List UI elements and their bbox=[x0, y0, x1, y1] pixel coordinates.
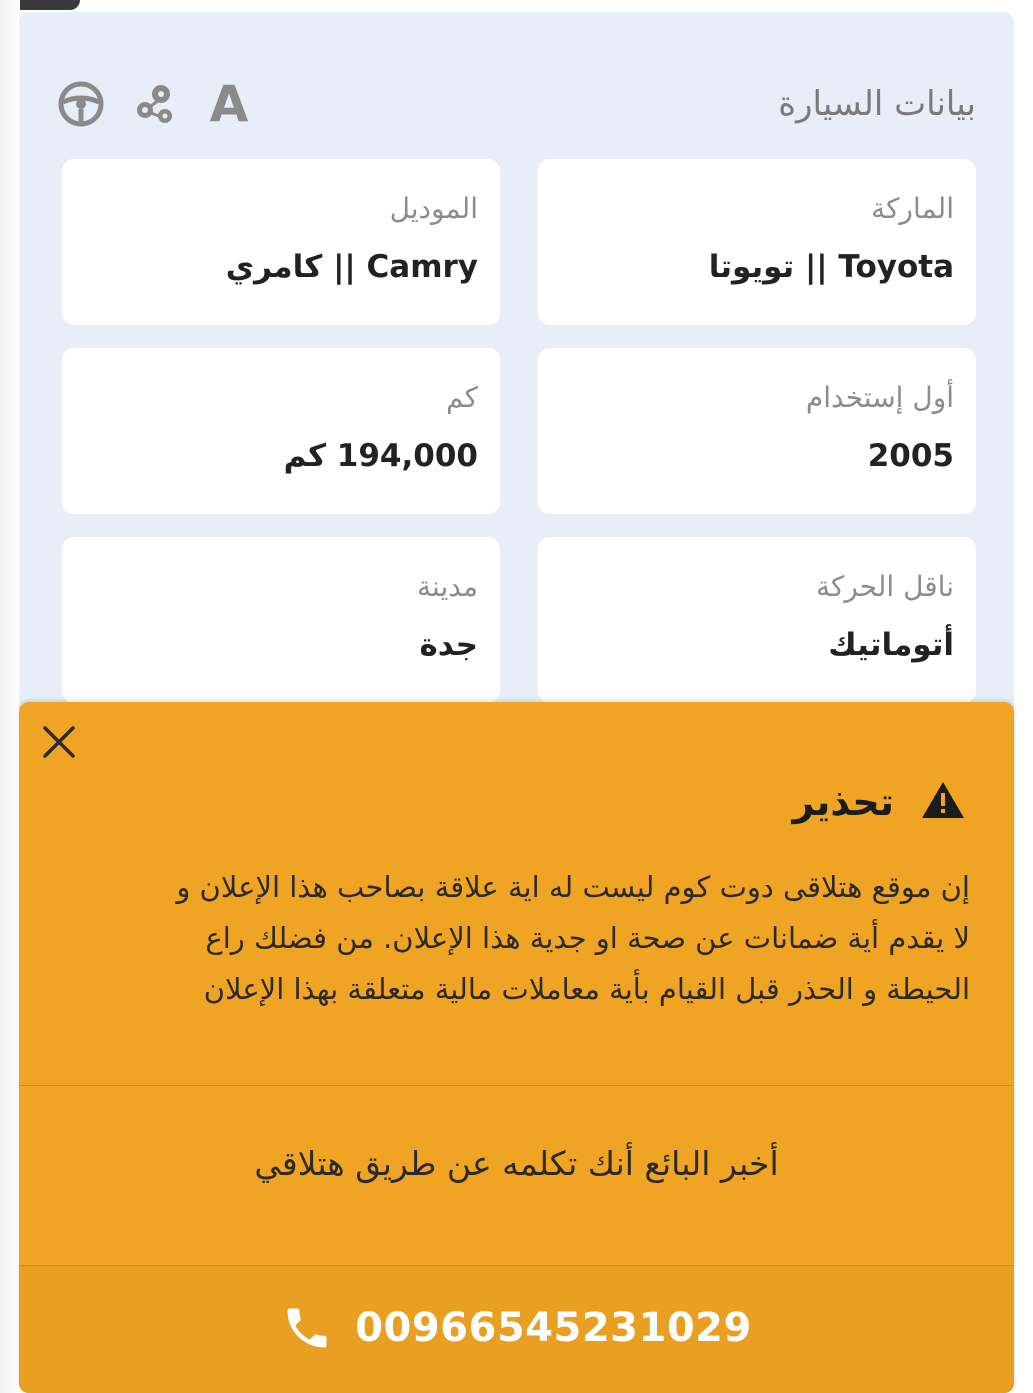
field-label: الماركة bbox=[871, 192, 954, 225]
field-label: أول إستخدام bbox=[805, 381, 954, 414]
field-label: الموديل bbox=[389, 192, 478, 225]
close-icon[interactable] bbox=[39, 722, 79, 762]
steering-wheel-icon bbox=[57, 80, 105, 128]
call-button[interactable] bbox=[19, 1265, 1014, 1393]
warning-line: الحيطة و الحذر قبل القيام بأية معاملات مالية متعلقة بهذا الإعلان bbox=[203, 972, 970, 1006]
car-details-card bbox=[19, 12, 1014, 732]
car-details-title: بيانات السيارة bbox=[778, 84, 976, 124]
field-value: Toyota || تويوتا bbox=[708, 249, 954, 285]
divider bbox=[19, 1085, 1014, 1086]
engine-parts-icon bbox=[131, 80, 179, 128]
field-value: Camry || كامري bbox=[225, 249, 478, 285]
field-brand bbox=[538, 159, 976, 325]
tell-seller-text: أخبر البائع أنك تكلمه عن طريق هتلاقي bbox=[254, 1144, 779, 1183]
field-value: أتوماتيك bbox=[828, 627, 954, 663]
warning-body bbox=[80, 862, 970, 1015]
field-label: مدينة bbox=[417, 570, 478, 603]
page-left-edge bbox=[0, 0, 20, 1393]
field-value: 194,000 كم bbox=[283, 438, 478, 474]
automatic-letter-icon: A bbox=[209, 75, 249, 133]
field-first-use bbox=[538, 348, 976, 514]
field-label: كم bbox=[446, 381, 478, 414]
car-feature-icons bbox=[57, 75, 253, 133]
field-value: 2005 bbox=[867, 438, 954, 474]
field-mileage bbox=[62, 348, 500, 514]
warning-line: لا يقدم أية ضمانات عن صحة او جدية هذا الإعلان. من فضلك راع bbox=[205, 921, 970, 955]
field-model bbox=[62, 159, 500, 325]
phone-icon bbox=[281, 1302, 333, 1358]
field-label: ناقل الحركة bbox=[816, 570, 954, 603]
warning-header bbox=[792, 780, 966, 824]
phone-number[interactable]: 00966545231029 bbox=[355, 1305, 752, 1351]
field-city bbox=[62, 537, 500, 703]
warning-title: تحذير bbox=[792, 780, 894, 824]
warning-triangle-icon bbox=[920, 780, 966, 824]
warning-sheet bbox=[19, 702, 1014, 1393]
field-value: جدة bbox=[419, 627, 478, 663]
field-transmission bbox=[538, 537, 976, 703]
warning-line: إن موقع هتلاقى دوت كوم ليست له اية علاقة بصاحب هذا الإعلان و bbox=[176, 870, 970, 904]
